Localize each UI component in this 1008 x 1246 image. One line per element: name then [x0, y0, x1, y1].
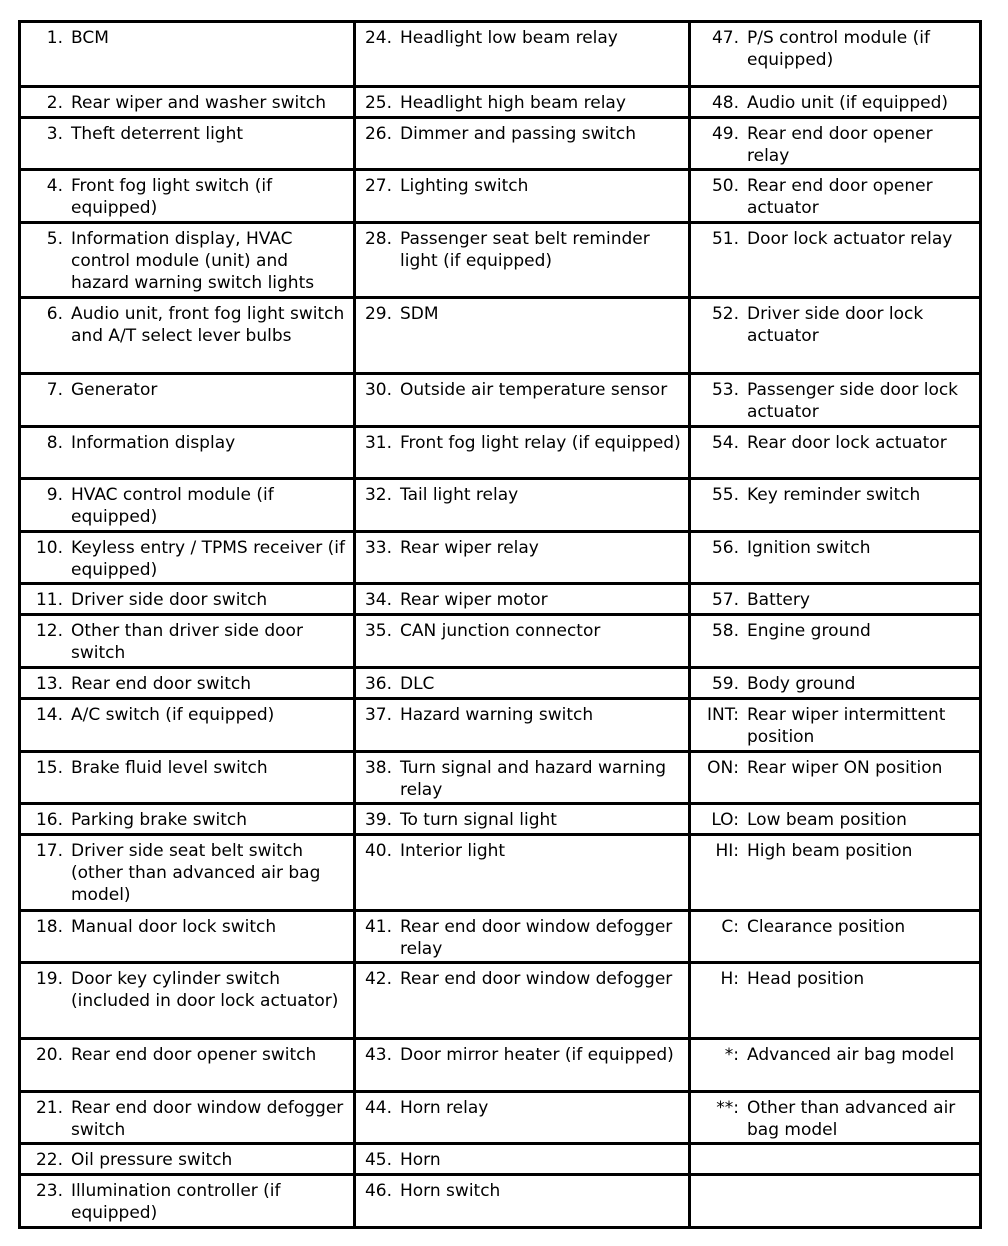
legend-cell	[355, 804, 690, 835]
entry-description: CAN junction connector	[400, 621, 601, 642]
legend-row	[20, 835, 981, 911]
entry-number: 54.	[711, 432, 739, 453]
legend-entry	[695, 1044, 973, 1066]
legend-entry	[25, 809, 347, 831]
legend-entry	[25, 379, 347, 401]
legend-entry	[360, 379, 682, 401]
legend-cell	[20, 298, 355, 374]
entry-description: Lighting switch	[400, 176, 529, 197]
legend-cell	[355, 374, 690, 426]
legend-cell	[20, 1039, 355, 1091]
legend-entry	[695, 537, 973, 559]
legend-entry	[25, 1097, 347, 1141]
legend-cell	[355, 222, 690, 298]
legend-cell	[355, 699, 690, 751]
legend-row	[20, 1039, 981, 1091]
legend-row	[20, 1144, 981, 1175]
entry-description: Rear end door switch	[71, 673, 252, 694]
entry-number: 9.	[46, 485, 63, 506]
entry-description: Low beam position	[747, 810, 907, 831]
legend-cell	[20, 117, 355, 169]
entry-number: 48.	[711, 92, 739, 113]
legend-entry	[360, 1097, 682, 1119]
legend-entry	[360, 968, 682, 990]
entry-number: 31.	[364, 432, 392, 453]
entry-number: 12.	[35, 621, 63, 642]
entry-number: 26.	[364, 123, 392, 144]
entry-number: 28.	[364, 228, 392, 249]
entry-description: HVAC control module (if equipped)	[71, 485, 274, 528]
entry-number: 51.	[711, 228, 739, 249]
legend-entry	[360, 303, 682, 325]
legend-cell	[20, 667, 355, 698]
legend-entry	[25, 123, 347, 145]
legend-entry	[25, 1149, 347, 1171]
legend-entry	[695, 757, 973, 779]
legend-entry	[25, 840, 347, 906]
entry-number: 34.	[364, 590, 392, 611]
entry-number: 18.	[35, 916, 63, 937]
entry-description: SDM	[400, 304, 439, 325]
legend-entry	[695, 484, 973, 506]
legend-cell	[355, 86, 690, 117]
entry-number: *:	[724, 1045, 739, 1066]
legend-cell	[20, 804, 355, 835]
legend-entry	[360, 757, 682, 801]
entry-description: Driver side door switch	[71, 590, 268, 611]
entry-number: 38.	[364, 757, 392, 778]
legend-cell	[690, 584, 981, 615]
legend-row	[20, 86, 981, 117]
entry-number: 30.	[364, 380, 392, 401]
entry-description: Horn switch	[400, 1181, 501, 1202]
legend-entry	[360, 537, 682, 559]
entry-description: Rear end door window defogger switch	[71, 1097, 344, 1140]
legend-row	[20, 22, 981, 87]
entry-description: To turn signal light	[400, 810, 557, 831]
entry-description: Parking brake switch	[71, 810, 248, 831]
legend-cell	[20, 426, 355, 478]
entry-description: BCM	[71, 28, 109, 48]
legend-cell	[355, 117, 690, 169]
entry-description: Theft deterrent light	[71, 123, 244, 144]
legend-entry	[695, 175, 973, 219]
entry-description: Rear door lock actuator	[747, 432, 947, 453]
entry-description: Ignition switch	[747, 537, 871, 558]
legend-entry	[360, 673, 682, 695]
entry-number: 49.	[711, 123, 739, 144]
entry-number: 15.	[35, 757, 63, 778]
entry-number: 53.	[711, 380, 739, 401]
legend-cell	[690, 963, 981, 1039]
entry-description: Generator	[71, 380, 158, 401]
entry-description: Rear end door opener switch	[71, 1045, 317, 1066]
entry-number: 10.	[35, 537, 63, 558]
entry-number: 52.	[711, 304, 739, 325]
legend-entry	[695, 303, 973, 347]
legend-row	[20, 479, 981, 531]
entry-number: 44.	[364, 1097, 392, 1118]
entry-description: Tail light relay	[400, 485, 519, 506]
entry-number: 43.	[364, 1045, 392, 1066]
entry-number: 17.	[35, 841, 63, 862]
legend-entry	[695, 123, 973, 167]
legend-row	[20, 298, 981, 374]
legend-entry	[25, 27, 347, 49]
entry-description: Rear end door window defogger relay	[400, 916, 673, 959]
legend-cell	[355, 615, 690, 667]
legend-cell	[355, 1039, 690, 1091]
legend-entry	[695, 432, 973, 454]
entry-description: Battery	[747, 590, 810, 611]
legend-row	[20, 699, 981, 751]
entry-description: Information display, HVAC control module (unit) and hazard warning switch lights	[71, 228, 315, 293]
legend-cell	[355, 531, 690, 583]
entry-description: Rear end door window defogger	[400, 969, 673, 990]
legend-row	[20, 584, 981, 615]
legend-row	[20, 117, 981, 169]
entry-number: 59.	[711, 673, 739, 694]
entry-description: Rear wiper motor	[400, 590, 548, 611]
legend-cell	[20, 963, 355, 1039]
entry-number: 6.	[46, 304, 63, 325]
entry-number: 7.	[46, 380, 63, 401]
entry-number: 16.	[35, 810, 63, 831]
entry-description: Rear wiper ON position	[747, 757, 943, 778]
legend-cell	[20, 22, 355, 87]
entry-number: 2.	[46, 92, 63, 113]
legend-entry	[695, 27, 973, 71]
legend-cell	[355, 751, 690, 803]
entry-description: DLC	[400, 673, 435, 694]
entry-description: Passenger seat belt reminder light (if equipped)	[400, 228, 650, 271]
legend-entry	[360, 228, 682, 272]
legend-entry	[360, 1180, 682, 1202]
legend-entry	[360, 704, 682, 726]
entry-number: LO:	[711, 810, 739, 831]
entry-description: Door lock actuator relay	[747, 228, 953, 249]
entry-description: Door mirror heater (if equipped)	[400, 1045, 674, 1066]
legend-cell	[690, 117, 981, 169]
legend-entry	[360, 1044, 682, 1066]
entry-description: Front fog light relay (if equipped)	[400, 432, 681, 453]
legend-entry	[360, 916, 682, 960]
entry-description: Rear wiper intermittent position	[747, 705, 946, 748]
entry-description: Body ground	[747, 673, 856, 694]
legend-entry	[695, 589, 973, 611]
legend-entry	[25, 432, 347, 454]
entry-number: 50.	[711, 176, 739, 197]
legend-row	[20, 1175, 981, 1228]
entry-number: 4.	[46, 176, 63, 197]
legend-entry	[695, 92, 973, 114]
entry-number: 3.	[46, 123, 63, 144]
entry-number: 21.	[35, 1097, 63, 1118]
entry-description: Rear wiper relay	[400, 537, 539, 558]
legend-cell	[20, 170, 355, 222]
legend-cell	[690, 298, 981, 374]
legend-row	[20, 910, 981, 962]
legend-entry	[360, 27, 682, 49]
entry-number: 56.	[711, 537, 739, 558]
legend-entry	[25, 228, 347, 294]
entry-description: Information display	[71, 432, 236, 453]
entry-number: 25.	[364, 92, 392, 113]
entry-description: Rear wiper and washer switch	[71, 92, 327, 113]
entry-number: 14.	[35, 705, 63, 726]
legend-cell	[690, 751, 981, 803]
entry-description: Audio unit, front fog light switch and A/T select lever bulbs	[71, 304, 345, 347]
legend-entry	[695, 809, 973, 831]
legend-entry	[25, 673, 347, 695]
entry-description: P/S control module (if equipped)	[747, 28, 930, 70]
legend-entry	[25, 589, 347, 611]
legend-row	[20, 170, 981, 222]
legend-cell	[20, 699, 355, 751]
entry-description: Audio unit (if equipped)	[747, 92, 949, 113]
legend-entry	[360, 589, 682, 611]
legend-cell	[690, 426, 981, 478]
legend-cell	[20, 1175, 355, 1228]
entry-description: Key reminder switch	[747, 485, 921, 506]
legend-cell	[355, 910, 690, 962]
entry-description: Other than advanced air bag model	[747, 1097, 956, 1140]
legend-entry	[360, 809, 682, 831]
legend-cell	[20, 374, 355, 426]
entry-number: 45.	[364, 1150, 392, 1171]
legend-row	[20, 963, 981, 1039]
legend-cell	[690, 222, 981, 298]
legend-row	[20, 1091, 981, 1143]
legend-cell	[690, 86, 981, 117]
legend-entry	[695, 1097, 973, 1141]
entry-description: Oil pressure switch	[71, 1150, 233, 1171]
entry-number: 57.	[711, 590, 739, 611]
legend-row	[20, 426, 981, 478]
legend-cell	[690, 699, 981, 751]
component-legend-table	[18, 20, 982, 1229]
entry-number: 5.	[46, 228, 63, 249]
entry-description: Driver side door lock actuator	[747, 304, 924, 347]
entry-number: 47.	[711, 28, 739, 48]
legend-cell	[690, 374, 981, 426]
entry-description: Front fog light switch (if equipped)	[71, 176, 273, 219]
entry-number: 1.	[46, 28, 63, 48]
legend-row	[20, 531, 981, 583]
legend-entry	[360, 620, 682, 642]
entry-number: 39.	[364, 810, 392, 831]
entry-number: 24.	[364, 28, 392, 48]
entry-description: Advanced air bag model	[747, 1045, 955, 1066]
legend-cell	[20, 222, 355, 298]
legend-cell	[355, 170, 690, 222]
legend-cell	[355, 1175, 690, 1228]
entry-number: H:	[720, 969, 739, 990]
legend-entry	[695, 916, 973, 938]
legend-cell	[690, 667, 981, 698]
legend-cell	[20, 584, 355, 615]
entry-description: Outside air temperature sensor	[400, 380, 668, 401]
entry-number: 40.	[364, 841, 392, 862]
entry-number: C:	[721, 916, 739, 937]
legend-cell	[690, 804, 981, 835]
legend-cell	[690, 1091, 981, 1143]
legend-cell	[690, 1175, 981, 1228]
entry-number: HI:	[715, 841, 739, 862]
entry-description: A/C switch (if equipped)	[71, 705, 275, 726]
entry-description: Dimmer and passing switch	[400, 123, 637, 144]
entry-number: 13.	[35, 673, 63, 694]
legend-cell	[355, 1144, 690, 1175]
legend-entry	[695, 704, 973, 748]
entry-number: ON:	[707, 757, 739, 778]
legend-row	[20, 222, 981, 298]
entry-description: Brake fluid level switch	[71, 757, 268, 778]
entry-description: Hazard warning switch	[400, 705, 594, 726]
legend-cell	[355, 667, 690, 698]
legend-cell	[690, 910, 981, 962]
entry-description: Turn signal and hazard warning relay	[400, 757, 667, 800]
legend-row	[20, 374, 981, 426]
legend-cell	[20, 1144, 355, 1175]
legend-entry	[25, 916, 347, 938]
entry-description: Driver side seat belt switch (other than advanced air bag model)	[71, 841, 321, 906]
entry-number: 35.	[364, 621, 392, 642]
legend-cell	[355, 426, 690, 478]
legend-cell	[20, 751, 355, 803]
legend-row	[20, 751, 981, 803]
entry-number: 32.	[364, 485, 392, 506]
legend-cell	[690, 1144, 981, 1175]
legend-entry	[360, 840, 682, 862]
legend-cell	[690, 835, 981, 911]
entry-number: 19.	[35, 969, 63, 990]
entry-number: 41.	[364, 916, 392, 937]
legend-entry	[360, 175, 682, 197]
legend-entry	[695, 379, 973, 423]
entry-number: INT:	[707, 705, 739, 726]
entry-number: 58.	[711, 621, 739, 642]
legend-cell	[20, 479, 355, 531]
entry-number: 46.	[364, 1181, 392, 1202]
legend-cell	[690, 22, 981, 87]
legend-cell	[355, 479, 690, 531]
entry-description: Horn relay	[400, 1097, 489, 1118]
legend-entry	[25, 1180, 347, 1224]
legend-body	[20, 22, 981, 1228]
legend-entry	[25, 757, 347, 779]
legend-entry	[360, 1149, 682, 1171]
legend-entry	[695, 968, 973, 990]
entry-description: Horn	[400, 1150, 441, 1171]
entry-number: 8.	[46, 432, 63, 453]
legend-entry	[360, 92, 682, 114]
entry-number: 29.	[364, 304, 392, 325]
legend-entry	[25, 704, 347, 726]
legend-entry	[695, 620, 973, 642]
legend-cell	[690, 531, 981, 583]
entry-description: Other than driver side door switch	[71, 621, 303, 664]
legend-entry	[25, 968, 347, 1012]
legend-cell	[355, 1091, 690, 1143]
entry-number: 33.	[364, 537, 392, 558]
legend-entry	[25, 175, 347, 219]
legend-entry	[25, 620, 347, 664]
legend-cell	[690, 1039, 981, 1091]
legend-cell	[355, 963, 690, 1039]
entry-number: 27.	[364, 176, 392, 197]
entry-number: 20.	[35, 1045, 63, 1066]
legend-entry	[360, 432, 682, 454]
legend-cell	[355, 584, 690, 615]
legend-cell	[20, 1091, 355, 1143]
legend-cell	[355, 298, 690, 374]
legend-entry	[25, 92, 347, 114]
legend-cell	[20, 615, 355, 667]
entry-description: Headlight high beam relay	[400, 92, 626, 113]
entry-number: 42.	[364, 969, 392, 990]
entry-number: 22.	[35, 1150, 63, 1171]
legend-row	[20, 615, 981, 667]
legend-cell	[355, 22, 690, 87]
entry-description: Engine ground	[747, 621, 871, 642]
legend-entry	[360, 484, 682, 506]
entry-description: Rear end door opener actuator	[747, 176, 933, 219]
legend-entry	[360, 123, 682, 145]
legend-cell	[20, 531, 355, 583]
entry-number: 55.	[711, 485, 739, 506]
entry-description: Headlight low beam relay	[400, 28, 618, 48]
legend-row	[20, 667, 981, 698]
entry-number: **:	[716, 1097, 739, 1118]
entry-description: Illumination controller (if equipped)	[71, 1181, 281, 1224]
legend-cell	[690, 615, 981, 667]
legend-cell	[355, 835, 690, 911]
legend-entry	[25, 1044, 347, 1066]
legend-cell	[20, 910, 355, 962]
legend-entry	[695, 673, 973, 695]
legend-cell	[690, 170, 981, 222]
entry-description: Door key cylinder switch (included in door lock actuator)	[71, 969, 339, 1012]
entry-description: Rear end door opener relay	[747, 123, 933, 166]
legend-entry	[25, 303, 347, 347]
legend-entry	[25, 484, 347, 528]
legend-entry	[695, 228, 973, 250]
entry-description: Clearance position	[747, 916, 906, 937]
legend-row	[20, 804, 981, 835]
entry-description: High beam position	[747, 841, 913, 862]
entry-number: 23.	[35, 1181, 63, 1202]
entry-description: Keyless entry / TPMS receiver (if equipped)	[71, 537, 345, 580]
legend-cell	[20, 86, 355, 117]
legend-entry	[695, 840, 973, 862]
entry-description: Head position	[747, 969, 865, 990]
entry-number: 11.	[35, 590, 63, 611]
entry-description: Passenger side door lock actuator	[747, 380, 959, 423]
legend-entry	[25, 537, 347, 581]
entry-number: 37.	[364, 705, 392, 726]
entry-description: Interior light	[400, 841, 506, 862]
entry-number: 36.	[364, 673, 392, 694]
entry-description: Manual door lock switch	[71, 916, 277, 937]
legend-cell	[690, 479, 981, 531]
legend-cell	[20, 835, 355, 911]
